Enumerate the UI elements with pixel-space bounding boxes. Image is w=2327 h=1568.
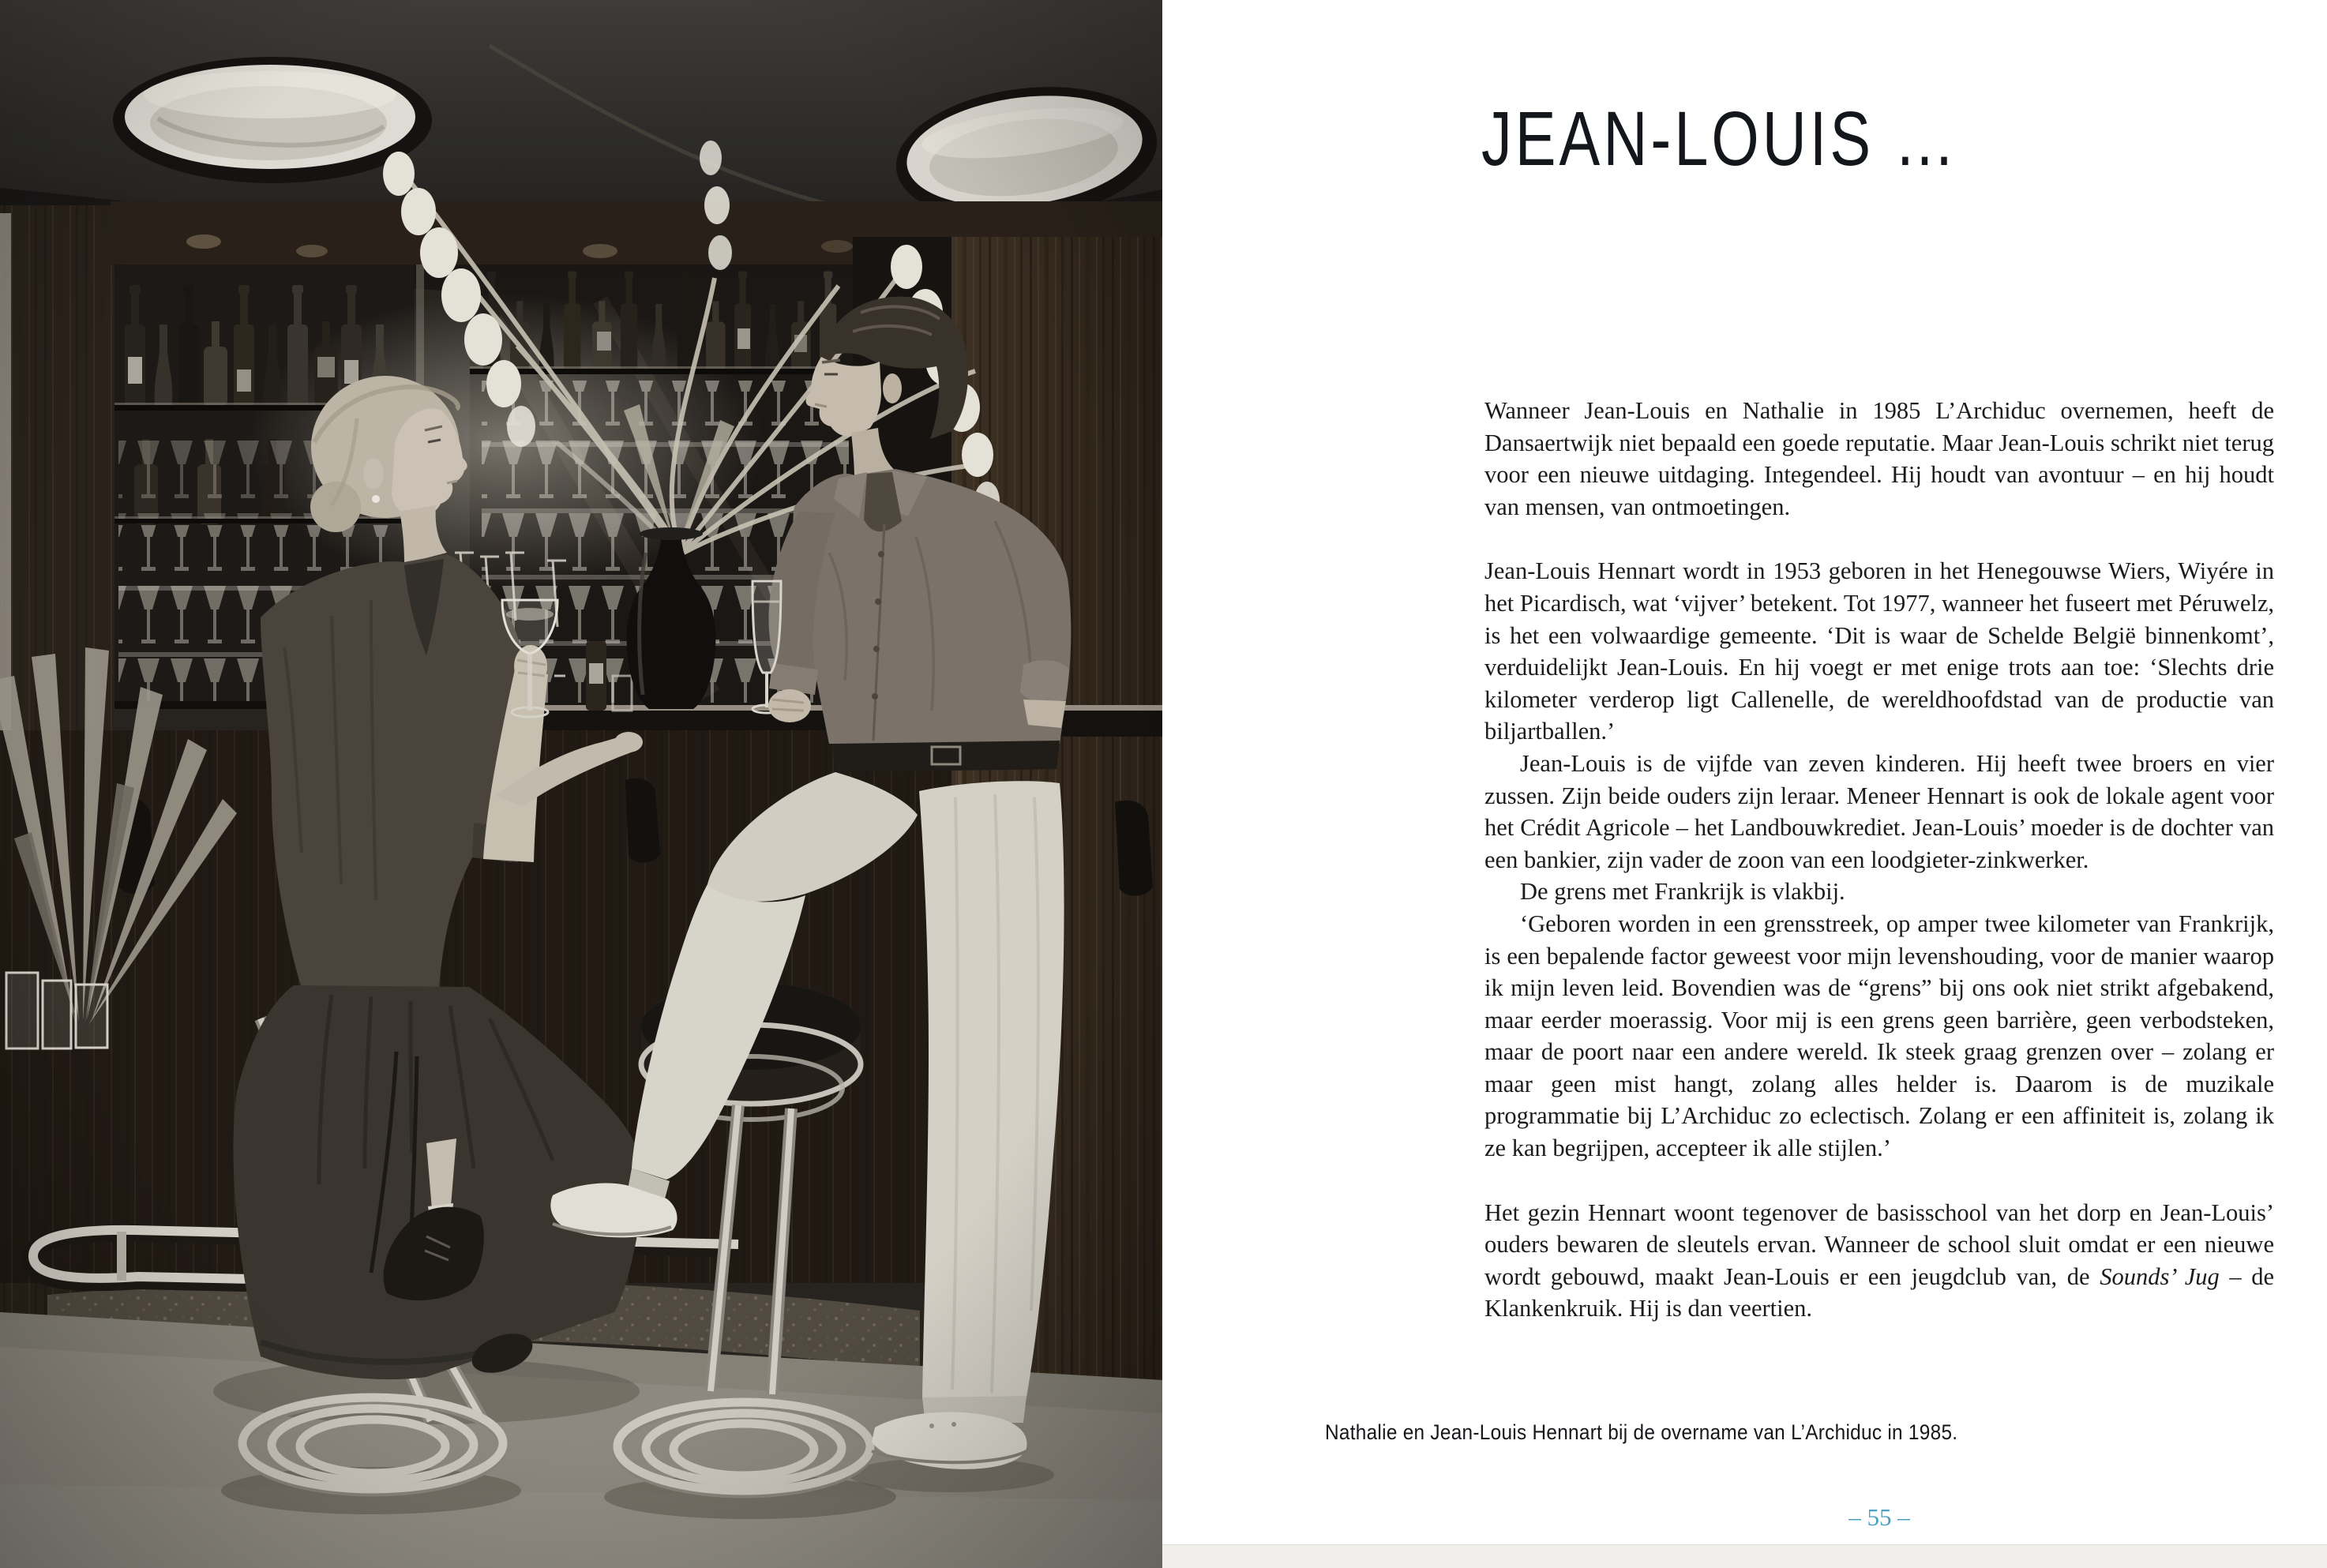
bar-photo-illustration: [0, 0, 1162, 1568]
page-number: – 55 –: [1848, 1503, 1910, 1531]
paragraph: Wanneer Jean-Louis en Nathalie in 1985 L’Archiduc overnemen, heeft de Dansaertwijk niet bepaald een goede reputatie. Maar Jean-Louis schrikt niet terug voor een nieuwe uitdaging. Integendeel. Hij houdt van avontuur – en hij houdt van mensen, van ontmoetingen.: [1484, 397, 2274, 520]
bar-photograph: [0, 0, 1162, 1568]
vignette: [0, 0, 1162, 1568]
paragraph: Jean-Louis is de vijfde van zeven kinderen. Hij heeft twee broers en vier zussen. Zijn beide ouders zijn leraar. Meneer Hennart is ook de lokale agent voor het Crédit Agricole – het Landbouwkrediet. Jean-Louis’ moeder is de dochter van een bankier, zijn vader de zoon van een loodgieter-zinkwerker.: [1484, 749, 2274, 873]
paragraph: Het gezin Hennart woont tegenover de basisschool van het dorp en Jean-Louis’ ouders bewaren de sleutels ervan. Wanneer de school sluit omdat er een nieuwe wordt gebouwd, maakt Jean-Louis er een jeugdclub van, de Sounds’ Jug – de Klankenkruik. Hij is dan veertien.: [1484, 1199, 2274, 1322]
page-edge: [1162, 1544, 2327, 1568]
photo-caption: Nathalie en Jean-Louis Hennart bij de overname van L’Archiduc in 1985.: [1325, 1420, 1958, 1444]
text-page: [1162, 0, 2327, 1568]
article-text: [1484, 395, 2274, 1325]
paragraph: De grens met Frankrijk is vlakbij.: [1520, 878, 1845, 906]
paragraph: Jean-Louis Hennart wordt in 1953 geboren in het Henegouwse Wiers, Wiyére in het Picardisch, wat ‘vijver’ betekent. Tot 1977, wanneer het fuseert met Péruwelz, is het een volwaardige gemeente. ‘Dit is waar de Schelde België binnenkomt’, verduidelijkt Jean-Louis. En hij voegt er met enige trots aan toe: ‘Slechts drie kilometer verderop ligt Callenelle, de wereldhoofdstad van de productie van biljartballen.’: [1484, 557, 2274, 745]
chapter-title: JEAN-LOUIS …: [1481, 96, 1959, 182]
paragraph: ‘Geboren worden in een grensstreek, op amper twee kilometer van Frankrijk, is een bepalende factor geweest voor mijn levenshouding, voor de manier waarop ik mijn leven leid. Bovendien was de “grens” bij ons ook niet strikt afgebakend, maar eerder moerassig. Voor mij is een grens geen barrière, geen verbodsteken, maar de poort naar een andere wereld. Ik steek graag grenzen over – zolang er maar geen mist hangt, zolang alles helder is. Daarom is de muzikale programmatie bij L’Archiduc zo eclectisch. Zolang er een affiniteit is, zolang ik ze kan begrijpen, accepteer ik alle stijlen.’: [1484, 910, 2274, 1162]
